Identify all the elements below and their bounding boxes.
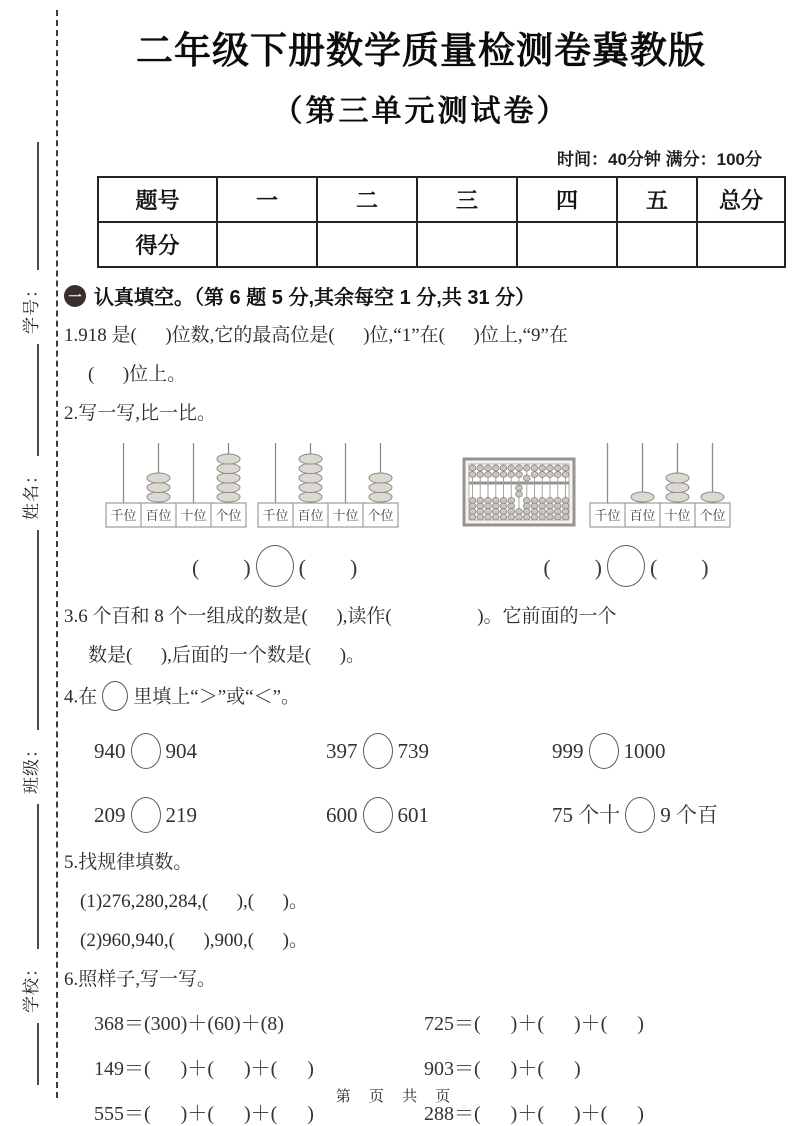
sidebar-label: 班级： — [21, 740, 41, 794]
section-number-badge: 一 — [64, 285, 86, 307]
compare-left-value: 940 — [94, 738, 126, 763]
student-info-strip — [6, 83, 52, 1085]
comparison-item — [94, 797, 326, 837]
score-empty-cell — [217, 222, 317, 267]
svg-text:百位: 百位 — [297, 508, 324, 523]
comparison-item — [326, 797, 552, 837]
svg-text:千位: 千位 — [262, 508, 289, 523]
comparison-item — [552, 797, 778, 837]
sidebar-label: 学校： — [21, 959, 41, 1013]
decomposition-grid — [94, 1007, 778, 1126]
write-in-blank-line — [37, 142, 39, 270]
compare-left-value: 209 — [94, 802, 126, 827]
compare-circle — [131, 797, 161, 833]
question-1 — [64, 322, 778, 388]
compare-blank-right-group — [543, 545, 708, 591]
abacus-image — [462, 457, 576, 533]
question-1-line-1: 1.918 是( )位数,它的最高位是( )位,“1”在( )位上,“9”在 — [64, 325, 568, 346]
decomposition-expression: 149＝( )＋( )＋( ) — [94, 1058, 314, 1080]
fill-circle-example — [102, 681, 128, 711]
compare-blank-left-group — [192, 545, 357, 591]
page-subtitle: （第三单元测试卷） — [272, 95, 570, 128]
compare-left-value: 999 — [552, 738, 584, 763]
compare-right-value: 739 — [397, 738, 429, 763]
place-value-diagrams — [104, 441, 778, 535]
compare-right-value: 219 — [165, 802, 197, 827]
score-table-column: 三 — [417, 177, 517, 222]
svg-text:千位: 千位 — [594, 508, 621, 523]
question-5-line-1: (1)276,280,284,( ),( )。 — [80, 891, 308, 912]
score-table-column: 五 — [617, 177, 697, 222]
rod-diagram-3 — [588, 441, 736, 535]
score-empty-cell — [417, 222, 517, 267]
question-4-prefix: 4.在 — [64, 686, 98, 708]
compare-left-value: 600 — [326, 802, 358, 827]
svg-text:百位: 百位 — [629, 508, 656, 523]
score-table-column: 二 — [317, 177, 417, 222]
write-in-blank-line — [37, 1023, 39, 1085]
diagram-group-right — [462, 441, 736, 535]
sidebar-label: 姓名： — [21, 466, 41, 520]
question-1-line-2: ( )位上。 — [88, 364, 187, 385]
decomposition-expression: 725＝( )＋( )＋( ) — [424, 1013, 644, 1035]
score-table-column: 一 — [217, 177, 317, 222]
svg-text:十位: 十位 — [332, 508, 359, 523]
compare-right-value: 1000 — [623, 738, 666, 763]
compare-circle — [363, 797, 393, 833]
write-in-blank-line — [37, 804, 39, 949]
question-5-title: 5.找规律填数。 — [64, 852, 193, 873]
score-table-header-label: 题号 — [98, 177, 217, 222]
question-4 — [64, 681, 778, 837]
comparison-grid — [94, 733, 778, 837]
rod-diagram-1 — [104, 441, 252, 535]
exam-time-score-info: 时间：40分钟 满分：100分 — [557, 150, 762, 169]
write-in-blank-line — [37, 530, 39, 730]
score-empty-cell — [697, 222, 785, 267]
compare-left-value: 75 个十 — [552, 802, 621, 827]
decomposition-expression: 903＝( )＋( ) — [424, 1058, 581, 1080]
score-row-label: 得分 — [98, 222, 217, 267]
answer-blank: ( ) — [192, 555, 251, 580]
compare-circle — [131, 733, 161, 769]
svg-text:千位: 千位 — [110, 508, 137, 523]
score-empty-cell — [617, 222, 697, 267]
answer-blank: ( ) — [543, 555, 602, 580]
question-3 — [64, 603, 778, 669]
compare-circle — [589, 733, 619, 769]
exam-sheet — [64, 0, 778, 1126]
svg-text:个位: 个位 — [367, 508, 394, 523]
question-3-line-2: 数是( ),后面的一个数是( )。 — [88, 645, 366, 666]
score-table — [97, 176, 786, 268]
score-empty-cell — [517, 222, 617, 267]
question-5-line-2: (2)960,940,( ),900,( )。 — [80, 930, 308, 951]
compare-right-value: 9 个百 — [660, 802, 718, 827]
page-footer: 第 页 共 页 — [335, 1088, 458, 1105]
compare-circle — [363, 733, 393, 769]
compare-circle — [256, 545, 294, 587]
svg-text:个位: 个位 — [215, 508, 242, 523]
question-4-suffix: 里填上“＞”或“＜”。 — [133, 686, 300, 708]
decomposition-expression: 288＝( )＋( )＋( ) — [424, 1103, 644, 1125]
binding-dashed-line — [56, 10, 58, 1098]
answer-blank: ( ) — [298, 555, 358, 580]
comparison-item — [326, 733, 552, 773]
svg-text:十位: 十位 — [664, 508, 691, 523]
svg-text:百位: 百位 — [145, 508, 172, 523]
question-2-compare-row — [64, 545, 778, 591]
question-5 — [64, 849, 778, 954]
write-in-blank-line — [37, 344, 39, 456]
compare-circle — [607, 545, 645, 587]
score-table-column: 总分 — [697, 177, 785, 222]
svg-text:个位: 个位 — [699, 508, 726, 523]
decomposition-expression: 368＝(300)＋(60)＋(8) — [94, 1013, 284, 1035]
decomposition-expression: 555＝( )＋( )＋( ) — [94, 1103, 314, 1125]
section-1-title: 认真填空。（第 6 题 5 分,其余每空 1 分,共 31 分） — [94, 287, 536, 309]
question-4-title — [64, 681, 778, 715]
compare-right-value: 904 — [165, 738, 197, 763]
section-1-header — [64, 281, 778, 310]
question-2 — [64, 400, 778, 591]
question-3-line-1: 3.6 个百和 8 个一组成的数是( ),读作( )。它前面的一个 — [64, 606, 617, 627]
answer-blank: ( ) — [649, 555, 709, 580]
sidebar-label: 学号： — [21, 280, 41, 334]
comparison-item — [94, 733, 326, 773]
page-title: 二年级下册数学质量检测卷冀教版 — [136, 30, 706, 71]
compare-right-value: 601 — [397, 802, 429, 827]
score-empty-cell — [317, 222, 417, 267]
svg-text:十位: 十位 — [180, 508, 207, 523]
question-6-title: 6.照样子,写一写。 — [64, 969, 217, 990]
question-2-title: 2.写一写,比一比。 — [64, 403, 217, 424]
score-table-column: 四 — [517, 177, 617, 222]
rod-diagram-2 — [256, 441, 404, 535]
diagram-group-left — [104, 441, 404, 535]
comparison-item — [552, 733, 778, 773]
compare-left-value: 397 — [326, 738, 358, 763]
compare-circle — [625, 797, 655, 833]
